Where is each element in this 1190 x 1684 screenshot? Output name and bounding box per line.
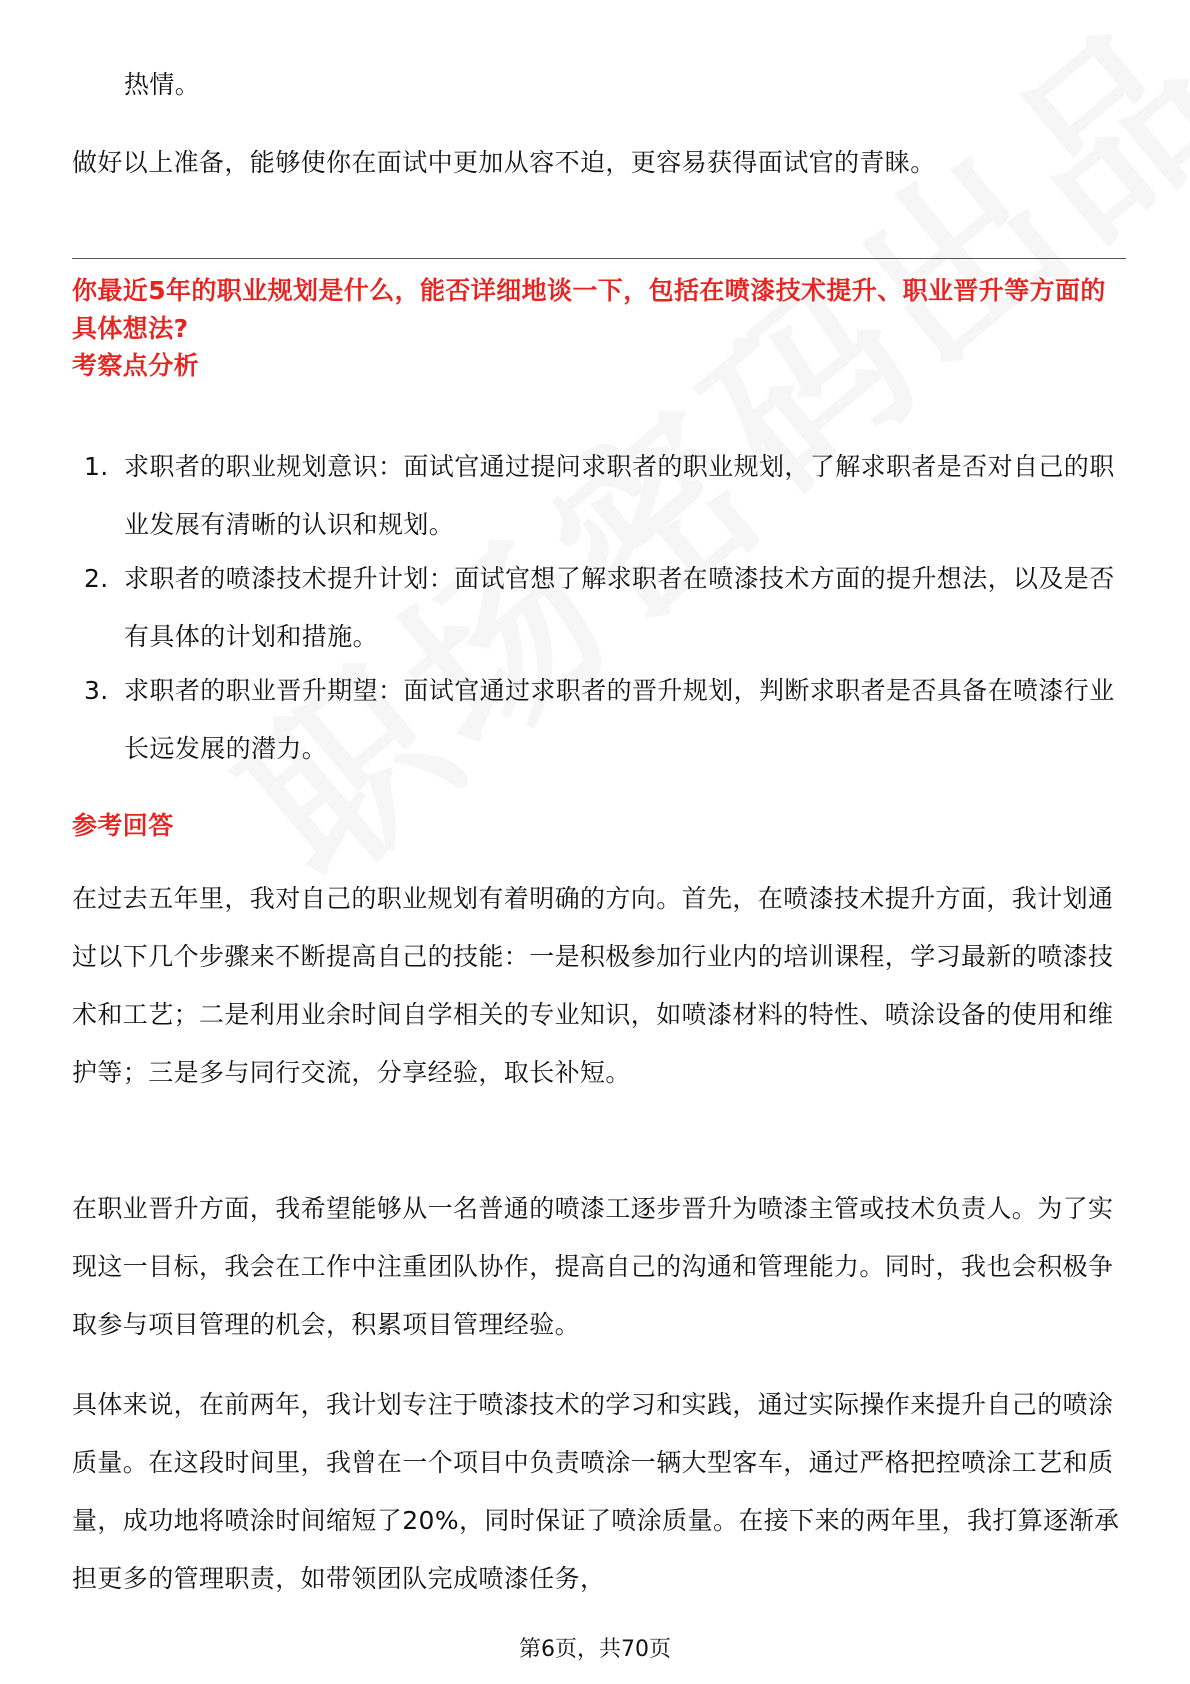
analysis-item-number: 2.: [84, 564, 109, 593]
intro-conclusion-paragraph: 做好以上准备，能够使你在面试中更加从容不迫，更容易获得面试官的青睐。: [72, 148, 936, 177]
analysis-list: [72, 438, 1122, 778]
analysis-item-text: 求职者的职业规划意识：面试官通过提问求职者的职业规划，了解求职者是否对自己的职业发展有清晰的认识和规划。: [124, 452, 1115, 539]
answer-paragraph: 在职业晋升方面，我希望能够从一名普通的喷漆工逐步晋升为喷漆主管或技术负责人。为了实现这一目标，我会在工作中注重团队协作，提高自己的沟通和管理能力。同时，我也会积极争取参与项目管理的机会，积累项目管理经验。: [72, 1194, 1114, 1339]
analysis-item-number: 3.: [84, 676, 109, 705]
analysis-item-text: 求职者的职业晋升期望：面试官通过求职者的晋升规划，判断求职者是否具备在喷漆行业长远发展的潜力。: [124, 676, 1115, 763]
answer-paragraph: 具体来说，在前两年，我计划专注于喷漆技术的学习和实践，通过实际操作来提升自己的喷涂质量。在这段时间里，我曾在一个项目中负责喷涂一辆大型客车，通过严格把控喷涂工艺和质量，成功地将喷涂时间缩短了20%，同时保证了喷涂质量。在接下来的两年里，我打算逐渐承担更多的管理职责，如带领团队完成喷漆任务，: [72, 1390, 1120, 1593]
section-divider: [72, 258, 1126, 259]
analysis-heading: 考察点分析: [72, 351, 200, 380]
answer-paragraph: 在过去五年里，我对自己的职业规划有着明确的方向。首先，在喷漆技术提升方面，我计划通过以下几个步骤来不断提高自己的技能：一是积极参加行业内的培训课程，学习最新的喷漆技术和工艺；二是利用业余时间自学相关的专业知识，如喷漆材料的特性、喷涂设备的使用和维护等；三是多与同行交流，分享经验，取长补短。: [72, 884, 1114, 1087]
analysis-item-text: 求职者的喷漆技术提升计划：面试官想了解求职者在喷漆技术方面的提升想法，以及是否有具体的计划和措施。: [124, 564, 1115, 651]
answer-heading: 参考回答: [72, 811, 174, 840]
analysis-item: [72, 550, 1122, 666]
analysis-item-number: 1.: [84, 452, 109, 481]
page-number-footer: 第6页，共70页: [519, 1637, 671, 1662]
interview-question: 你最近5年的职业规划是什么，能否详细地谈一下，包括在喷漆技术提升、职业晋升等方面的具体想法?: [72, 276, 1106, 343]
continued-text-fragment: 热情。: [124, 70, 201, 99]
analysis-item: [72, 438, 1122, 554]
analysis-item: [72, 662, 1122, 778]
